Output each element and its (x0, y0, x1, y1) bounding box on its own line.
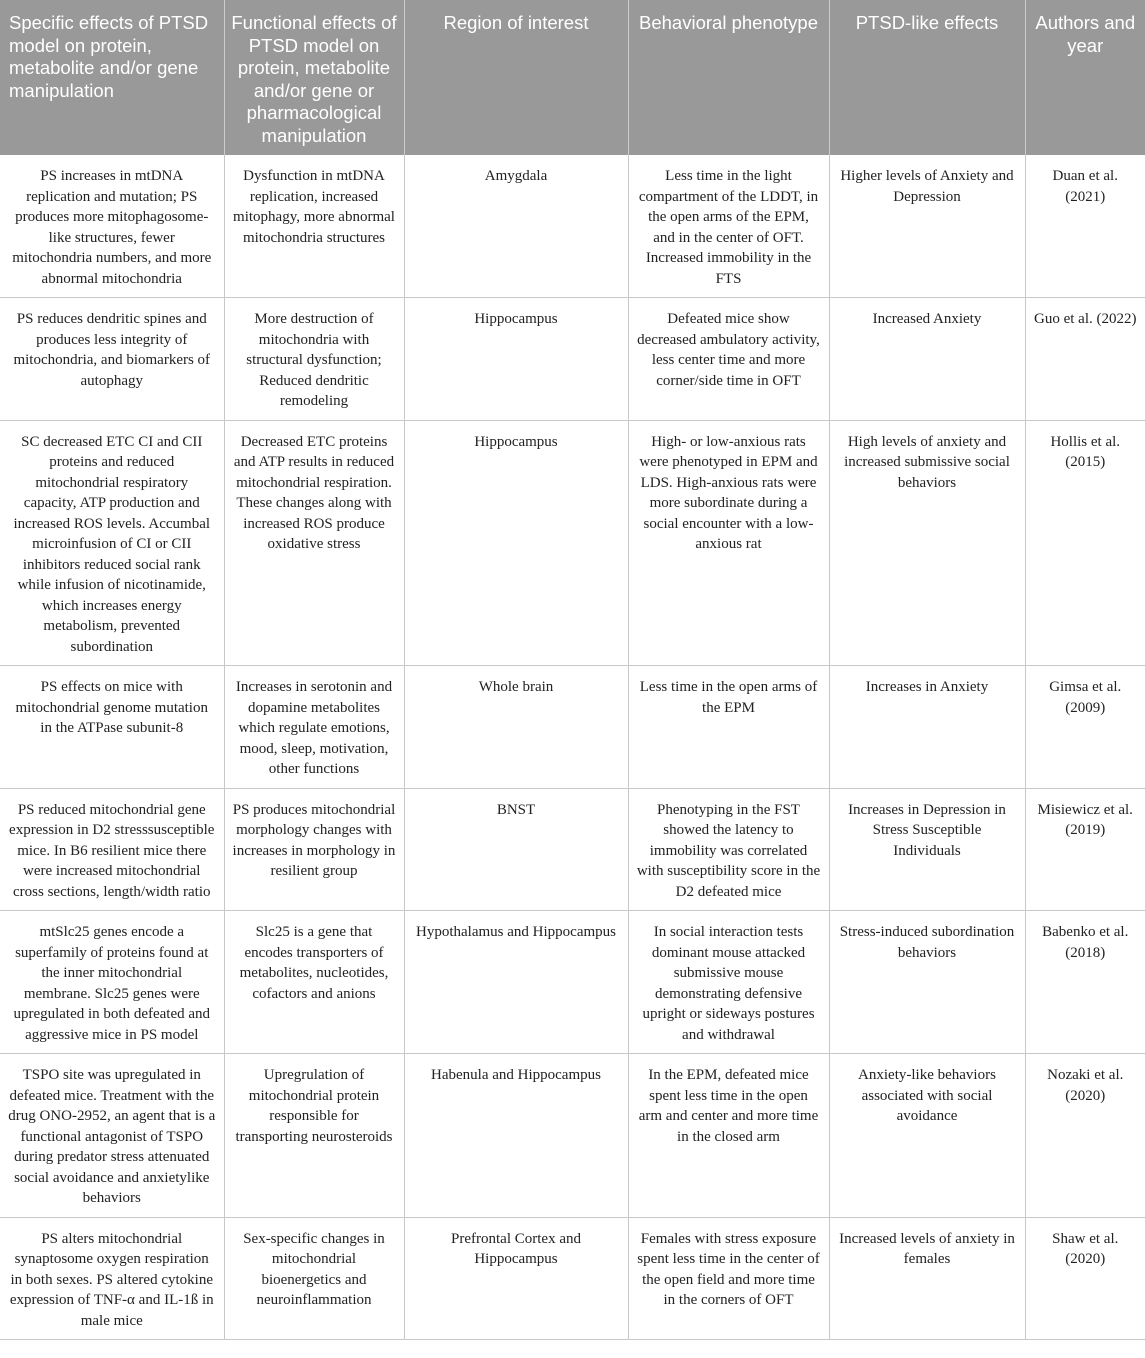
table-cell: Prefrontal Cortex and Hippocampus (404, 1217, 628, 1340)
column-header: PTSD-like effects (829, 0, 1025, 155)
table-cell: Decreased ETC proteins and ATP results in reduced mitochondrial respiration. These changes along with increased ROS produce oxidative stress (224, 420, 404, 666)
table-cell: mtSlc25 genes encode a superfamily of proteins found at the inner mitochondrial membrane. Slc25 genes were upregulated in both defeated and aggressive mice in PS model (0, 911, 224, 1054)
table-cell: PS effects on mice with mitochondrial genome mutation in the ATPase subunit-8 (0, 666, 224, 789)
table-cell: Whole brain (404, 666, 628, 789)
table-cell: Amygdala (404, 155, 628, 298)
table-cell: Less time in the open arms of the EPM (628, 666, 829, 789)
table-cell: Dysfunction in mtDNA replication, increased mitophagy, more abnormal mitochondria structures (224, 155, 404, 298)
table-row (0, 911, 1145, 1054)
header-row (0, 0, 1145, 155)
column-header: Region of interest (404, 0, 628, 155)
table-cell: Increased levels of anxiety in females (829, 1217, 1025, 1340)
table-cell: Misiewicz et al. (2019) (1025, 788, 1145, 911)
table-cell: Increases in Anxiety (829, 666, 1025, 789)
table-row (0, 666, 1145, 789)
column-header: Authors and year (1025, 0, 1145, 155)
table-cell: PS produces mitochondrial morphology changes with increases in morphology in resilient group (224, 788, 404, 911)
table-cell: PS alters mitochondrial synaptosome oxygen respiration in both sexes. PS altered cytokine expression of TNF-α and IL-1ß in male mice (0, 1217, 224, 1340)
column-header: Functional effects of PTSD model on protein, metabolite and/or gene or pharmacological manipulation (224, 0, 404, 155)
table-cell: SC decreased ETC CI and CII proteins and reduced mitochondrial respiratory capacity, ATP production and increased ROS levels. Accumbal microinfusion of CI or CII inhibitors reduced social rank while infusion of nicotinamide, which increases energy metabolism, prevented subordination (0, 420, 224, 666)
table-header (0, 0, 1145, 155)
table-cell: Habenula and Hippocampus (404, 1054, 628, 1218)
table-cell: Stress-induced subordination behaviors (829, 911, 1025, 1054)
table-cell: Phenotyping in the FST showed the latency to immobility was correlated with susceptibility score in the D2 defeated mice (628, 788, 829, 911)
table-cell: TSPO site was upregulated in defeated mice. Treatment with the drug ONO-2952, an agent that is a functional antagonist of TSPO during predator stress attenuated social avoidance and anxietylike behaviors (0, 1054, 224, 1218)
table-cell: Hypothalamus and Hippocampus (404, 911, 628, 1054)
table-row (0, 155, 1145, 298)
table-cell: Upregrulation of mitochondrial protein responsible for transporting neurosteroids (224, 1054, 404, 1218)
table-row (0, 1054, 1145, 1218)
table-row (0, 298, 1145, 421)
table-cell: Babenko et al. (2018) (1025, 911, 1145, 1054)
table-cell: In social interaction tests dominant mouse attacked submissive mouse demonstrating defensive upright or sideways postures and withdrawal (628, 911, 829, 1054)
table-cell: Anxiety-like behaviors associated with social avoidance (829, 1054, 1025, 1218)
table-row (0, 420, 1145, 666)
table-cell: Gimsa et al. (2009) (1025, 666, 1145, 789)
table-cell: Increases in Depression in Stress Susceptible Individuals (829, 788, 1025, 911)
table-cell: In the EPM, defeated mice spent less time in the open arm and center and more time in the closed arm (628, 1054, 829, 1218)
table-cell: Hippocampus (404, 298, 628, 421)
table-cell: Shaw et al. (2020) (1025, 1217, 1145, 1340)
table-cell: BNST (404, 788, 628, 911)
table-body (0, 155, 1145, 1340)
table-cell: Nozaki et al. (2020) (1025, 1054, 1145, 1218)
table-cell: Increases in serotonin and dopamine metabolites which regulate emotions, mood, sleep, motivation, other functions (224, 666, 404, 789)
column-header: Specific effects of PTSD model on protein, metabolite and/or gene manipulation (0, 0, 224, 155)
column-header: Behavioral phenotype (628, 0, 829, 155)
table-cell: High levels of anxiety and increased submissive social behaviors (829, 420, 1025, 666)
table-cell: Hippocampus (404, 420, 628, 666)
table-cell: Sex-specific changes in mitochondrial bioenergetics and neuroinflammation (224, 1217, 404, 1340)
table-cell: Less time in the light compartment of the LDDT, in the open arms of the EPM, and in the center of OFT. Increased immobility in the FTS (628, 155, 829, 298)
table-cell: Hollis et al. (2015) (1025, 420, 1145, 666)
table-row (0, 788, 1145, 911)
table-cell: Guo et al. (2022) (1025, 298, 1145, 421)
table-cell: PS reduces dendritic spines and produces less integrity of mitochondria, and biomarkers of autophagy (0, 298, 224, 421)
table-cell: Duan et al. (2021) (1025, 155, 1145, 298)
table-cell: Increased Anxiety (829, 298, 1025, 421)
table-cell: Higher levels of Anxiety and Depression (829, 155, 1025, 298)
table-cell: Slc25 is a gene that encodes transporters of metabolites, nucleotides, cofactors and anions (224, 911, 404, 1054)
table-cell: Defeated mice show decreased ambulatory activity, less center time and more corner/side time in OFT (628, 298, 829, 421)
table-cell: PS increases in mtDNA replication and mutation; PS produces more mitophagosome-like structures, fewer mitochondria numbers, and more abnormal mitochondria (0, 155, 224, 298)
table-cell: PS reduced mitochondrial gene expression in D2 stresssusceptible mice. In B6 resilient mice there were increased mitochondrial cross sections, length/width ratio (0, 788, 224, 911)
table-cell: More destruction of mitochondria with structural dysfunction; Reduced dendritic remodeling (224, 298, 404, 421)
table-row (0, 1217, 1145, 1340)
table-cell: Females with stress exposure spent less time in the center of the open field and more time in the corners of OFT (628, 1217, 829, 1340)
table-cell: High- or low-anxious rats were phenotyped in EPM and LDS. High-anxious rats were more subordinate during a social encounter with a low-anxious rat (628, 420, 829, 666)
